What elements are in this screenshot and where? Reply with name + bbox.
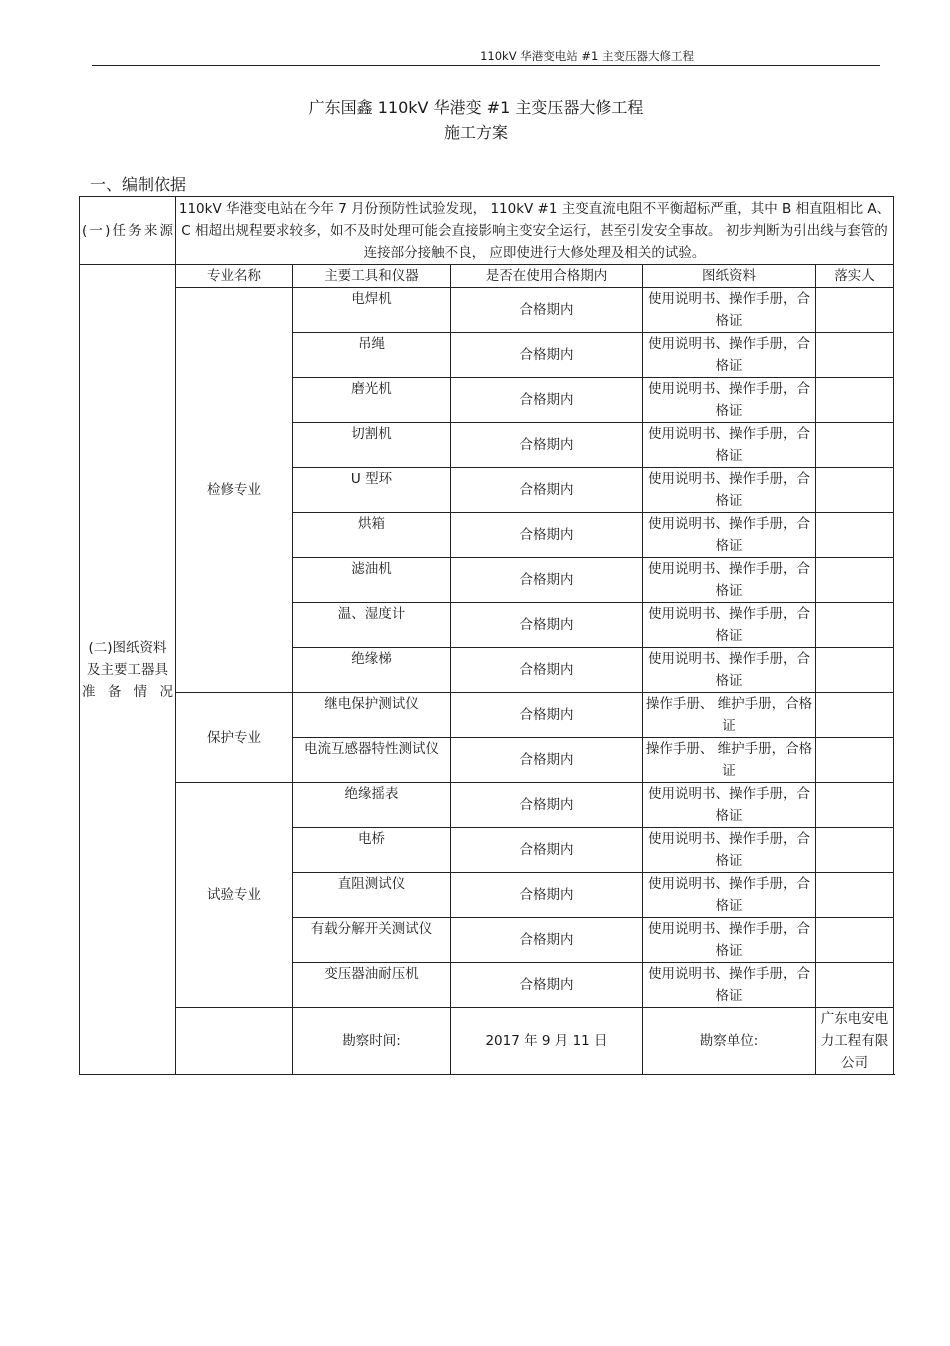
owner-cell	[816, 468, 894, 513]
validity-status: 合格期内	[451, 918, 643, 963]
survey-date: 2017 年 9 月 11 日	[451, 1008, 643, 1075]
owner-cell	[816, 738, 894, 783]
document-title	[92, 95, 860, 145]
survey-unit: 广东电安电力工程有限公司	[816, 1008, 894, 1075]
tool-name: 继电保护测试仪	[293, 693, 451, 738]
header-validity: 是否在使用合格期内	[451, 265, 643, 288]
header-owner: 落实人	[816, 265, 894, 288]
tool-name: U 型环	[293, 468, 451, 513]
header-rule	[92, 65, 880, 66]
document-list: 操作手册、 维护手册，合格证	[643, 738, 816, 783]
title-line-2: 施工方案	[443, 123, 508, 142]
document-list: 使用说明书、操作手册，合格证	[643, 333, 816, 378]
survey-blank-cell	[176, 1008, 293, 1075]
owner-cell	[816, 963, 894, 1008]
document-list: 使用说明书、操作手册，合格证	[643, 828, 816, 873]
owner-cell	[816, 513, 894, 558]
survey-row	[80, 1008, 894, 1075]
document-list: 使用说明书、操作手册，合格证	[643, 513, 816, 558]
equipment-row	[80, 783, 894, 828]
document-list: 使用说明书、操作手册，合格证	[643, 558, 816, 603]
owner-cell	[816, 828, 894, 873]
survey-unit-label: 勘察单位:	[643, 1008, 816, 1075]
validity-status: 合格期内	[451, 783, 643, 828]
document-list: 使用说明书、操作手册，合格证	[643, 918, 816, 963]
tool-name: 直阻测试仪	[293, 873, 451, 918]
tool-name: 吊绳	[293, 333, 451, 378]
tool-name: 绝缘梯	[293, 648, 451, 693]
owner-cell	[816, 288, 894, 333]
tool-name: 变压器油耐压机	[293, 963, 451, 1008]
tool-name: 有载分解开关测试仪	[293, 918, 451, 963]
tool-name: 烘箱	[293, 513, 451, 558]
header-specialty: 专业名称	[176, 265, 293, 288]
document-list: 操作手册、 维护手册，合格证	[643, 693, 816, 738]
validity-status: 合格期内	[451, 378, 643, 423]
document-list: 使用说明书、操作手册，合格证	[643, 873, 816, 918]
equipment-row	[80, 693, 894, 738]
tool-name: 磨光机	[293, 378, 451, 423]
header-docs: 图纸资料	[643, 265, 816, 288]
owner-cell	[816, 603, 894, 648]
validity-status: 合格期内	[451, 333, 643, 378]
validity-status: 合格期内	[451, 873, 643, 918]
tool-name: 绝缘摇表	[293, 783, 451, 828]
task-row	[80, 197, 894, 265]
owner-cell	[816, 333, 894, 378]
document-list: 使用说明书、操作手册，合格证	[643, 423, 816, 468]
tool-name: 电焊机	[293, 288, 451, 333]
validity-status: 合格期内	[451, 828, 643, 873]
owner-cell	[816, 648, 894, 693]
validity-status: 合格期内	[451, 423, 643, 468]
header-tools: 主要工具和仪器	[293, 265, 451, 288]
specialty-name: 试验专业	[176, 783, 293, 1008]
document-list: 使用说明书、操作手册，合格证	[643, 378, 816, 423]
tool-name: 电桥	[293, 828, 451, 873]
validity-status: 合格期内	[451, 288, 643, 333]
document-list: 使用说明书、操作手册，合格证	[643, 648, 816, 693]
validity-status: 合格期内	[451, 558, 643, 603]
survey-time-label: 勘察时间:	[293, 1008, 451, 1075]
document-list: 使用说明书、操作手册，合格证	[643, 963, 816, 1008]
validity-status: 合格期内	[451, 738, 643, 783]
tool-name: 滤油机	[293, 558, 451, 603]
validity-status: 合格期内	[451, 468, 643, 513]
validity-status: 合格期内	[451, 603, 643, 648]
owner-cell	[816, 918, 894, 963]
document-list: 使用说明书、操作手册，合格证	[643, 783, 816, 828]
prep-header-row	[80, 265, 894, 288]
specialty-name: 检修专业	[176, 288, 293, 693]
owner-cell	[816, 693, 894, 738]
owner-cell	[816, 873, 894, 918]
basis-table	[79, 196, 894, 1075]
task-label: (一)任务来源	[80, 197, 176, 265]
document-list: 使用说明书、操作手册，合格证	[643, 468, 816, 513]
document-list: 使用说明书、操作手册，合格证	[643, 288, 816, 333]
prep-label: (二)图纸资料及主要工器具准备情况	[80, 265, 176, 1075]
validity-status: 合格期内	[451, 693, 643, 738]
task-text: 110kV 华港变电站在今年 7 月份预防性试验发现， 110kV #1 主变直流电阻不平衡超标严重，其中 B 相直阻相比 A、C 相超出规程要求较多，如不及时处理可能会直接影响主变安全运行，甚至引发安全事故。 初步判断为引出线与套管的连接部分接触不良， 应即使进行大修处理及相关的试验。	[176, 197, 894, 265]
section-heading: 一、编制依据	[90, 175, 187, 194]
equipment-row	[80, 288, 894, 333]
validity-status: 合格期内	[451, 513, 643, 558]
owner-cell	[816, 783, 894, 828]
document-list: 使用说明书、操作手册，合格证	[643, 603, 816, 648]
tool-name: 温、湿度计	[293, 603, 451, 648]
owner-cell	[816, 423, 894, 468]
running-header: 110kV 华港变电站 #1 主变压器大修工程	[480, 49, 694, 63]
specialty-name: 保护专业	[176, 693, 293, 783]
validity-status: 合格期内	[451, 963, 643, 1008]
owner-cell	[816, 558, 894, 603]
tool-name: 切割机	[293, 423, 451, 468]
tool-name: 电流互感器特性测试仪	[293, 738, 451, 783]
validity-status: 合格期内	[451, 648, 643, 693]
title-line-1: 广东国鑫 110kV 华港变 #1 主变压器大修工程	[308, 98, 644, 117]
owner-cell	[816, 378, 894, 423]
